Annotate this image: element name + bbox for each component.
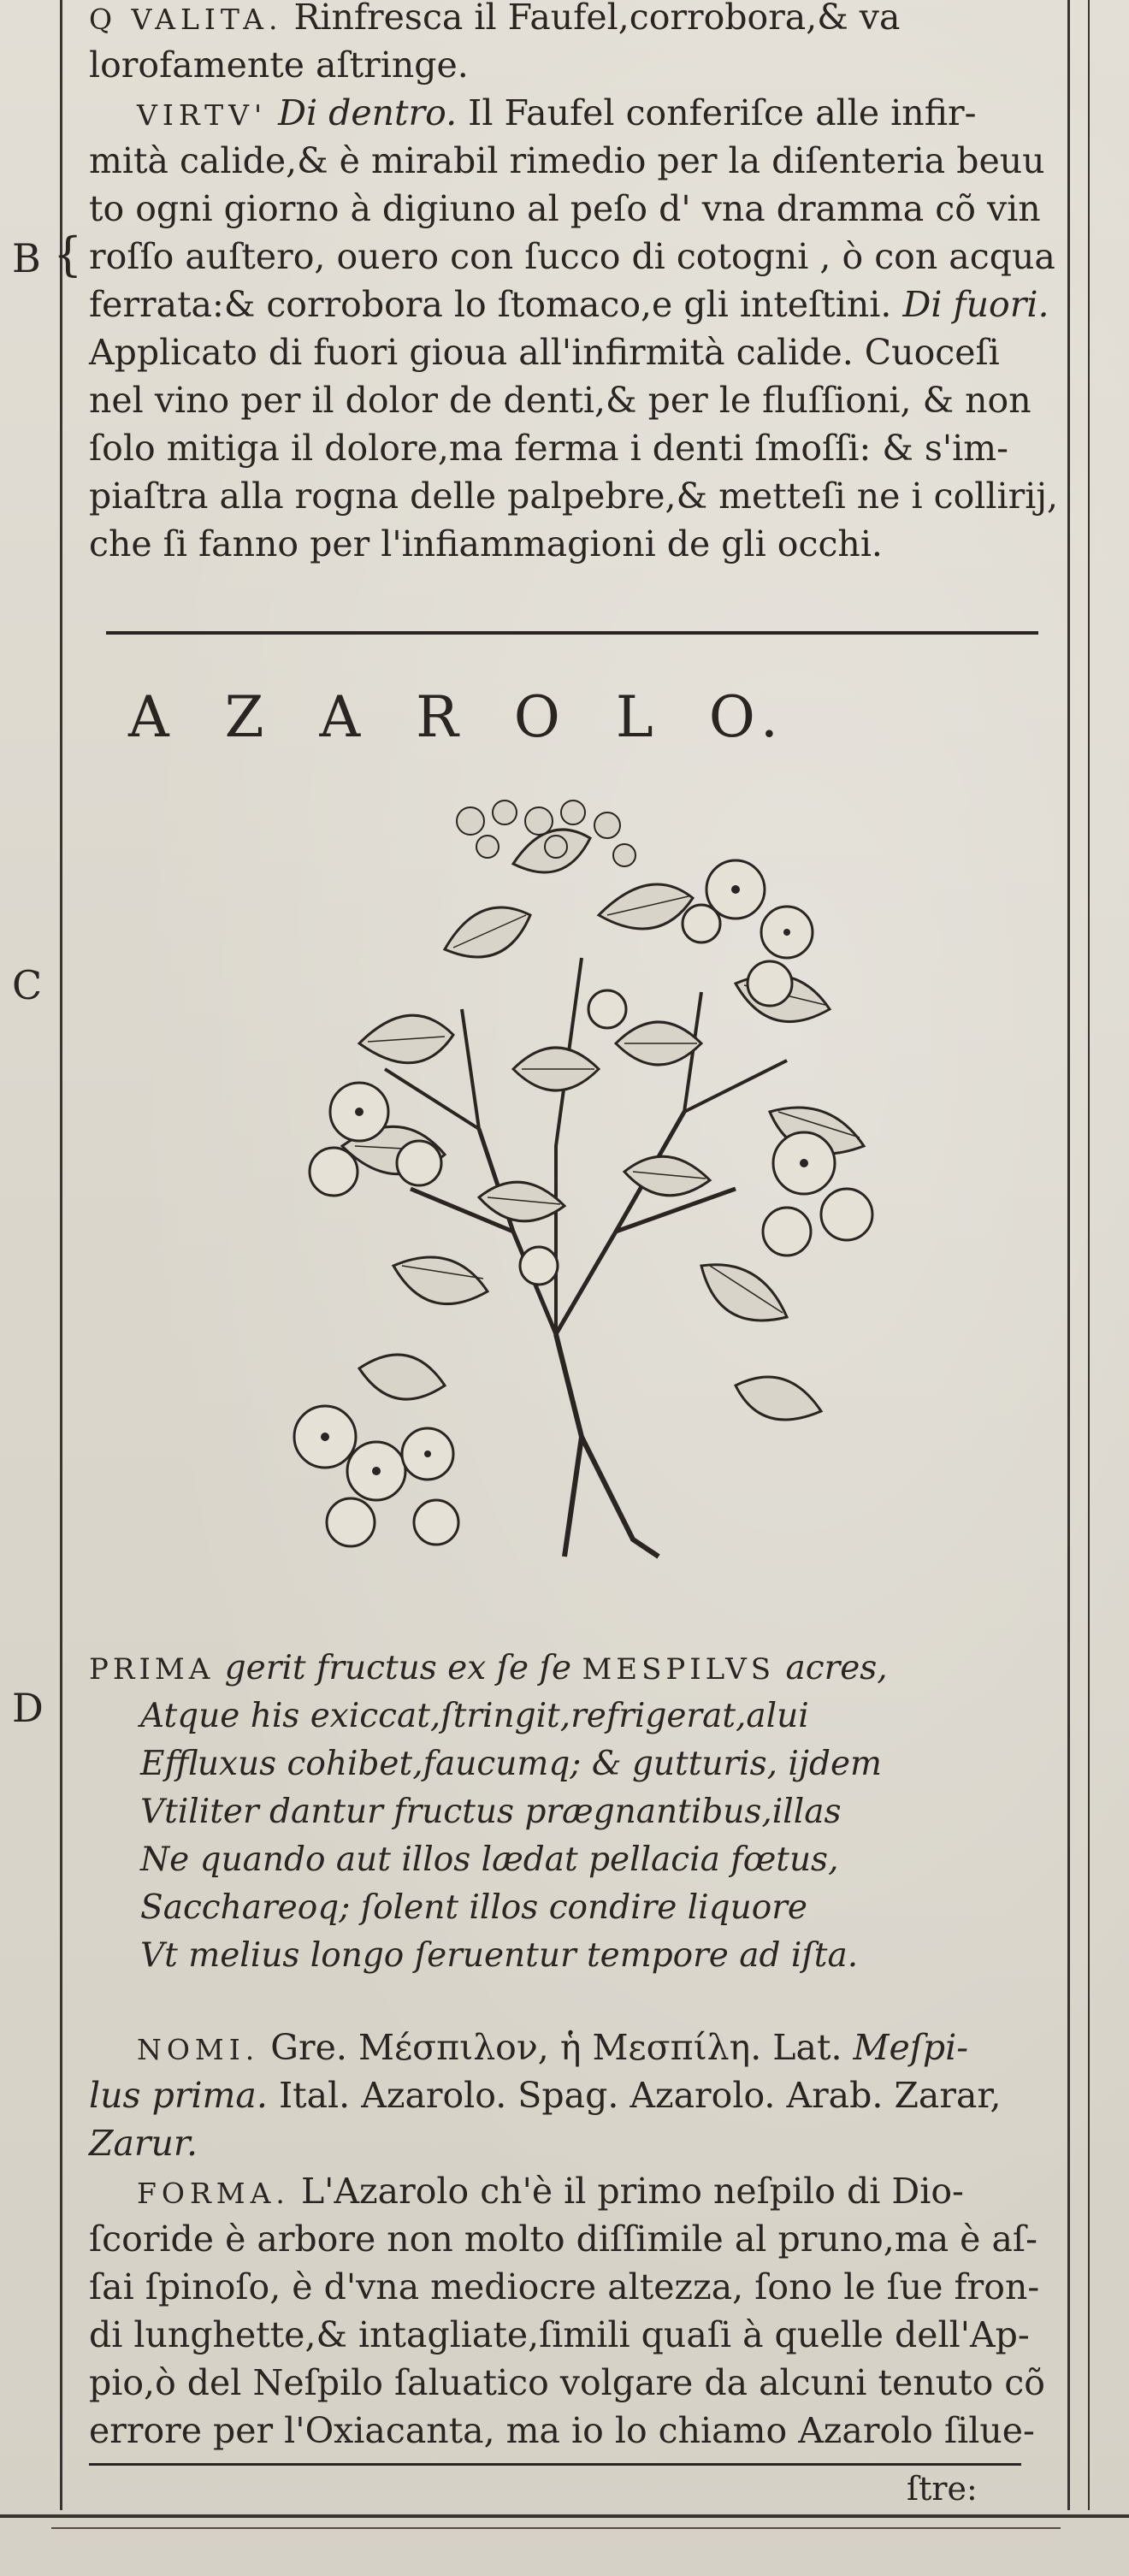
text-line: ſolo mitiga il dolore,ma ferma i denti ſmoſſi: & s'im- <box>89 428 1009 469</box>
text-line: Applicato di fuori gioua all'infirmità calide. Cuoceſi <box>89 332 1000 373</box>
italic-span: Meſpi- <box>842 2027 969 2068</box>
small-caps-label: Q VALITA. <box>89 3 283 36</box>
text-line <box>89 281 1049 328</box>
small-caps-label: PRIMA <box>89 1652 215 1687</box>
small-caps-label: FORMA. <box>137 2177 290 2210</box>
bottom-frame-rule-inner <box>51 2527 1061 2529</box>
text-line <box>89 0 900 44</box>
left-frame-rule <box>60 0 62 2510</box>
verse-line: Effluxus cohibet,faucumq; & gutturis, ijdem <box>140 1745 883 1783</box>
text-line: nel vino per il dolor de denti,& per le fluſſioni, & non <box>89 380 1031 421</box>
text-line: errore per l'Oxiacanta, ma io lo chiamo Azarolo ſilue- <box>89 2410 1035 2451</box>
italic-span: Di dentro. <box>267 92 458 133</box>
catchword: ſtre: <box>907 2470 978 2508</box>
text-line: che ſi fanno per l'infiammagioni de gli occhi. <box>89 523 883 564</box>
text-line: mità calide,& è mirabil rimedio per la diſenteria beuu <box>89 140 1045 181</box>
brace-icon: { <box>53 227 83 281</box>
text-span: Gre. Μέσπιλον, ἡ Μεσπίλη. Lat. <box>259 2027 842 2068</box>
text-line: to ogni giorno à digiuno al peſo d' vna dramma cõ vin <box>89 188 1041 229</box>
text-line <box>137 2167 964 2218</box>
text-line <box>89 2071 1002 2119</box>
verse-line: Ne quando aut illos lædat pellacia fœtus, <box>140 1840 839 1879</box>
verse-line: Atque his exiccat,ſtringit,refrigerat,alui <box>140 1697 809 1735</box>
text-line: ſcoride è arbore non molto diſſimile al pruno,ma è aſ- <box>89 2219 1037 2260</box>
text-line: lorofamente aſtringe. <box>89 44 469 86</box>
text-line: roſſo auſtero, ouero con ſucco di cotogni , ò con acqua <box>89 236 1055 277</box>
text-line: piaſtra alla rogna delle palpebre,& metteſi ne i collirij, <box>89 476 1059 517</box>
text-span: Il Faufel conferiſce alle infir- <box>457 92 977 133</box>
text-span: Ital. Azarolo. Spag. Azarolo. Arab. Zarar, <box>267 2075 1002 2116</box>
text-span: acres, <box>775 1649 888 1687</box>
small-caps-label: NOMI. <box>137 2033 260 2066</box>
margin-letter-d: D <box>12 1685 44 1731</box>
small-caps-label: VIRTV' <box>137 98 268 132</box>
text-span: gerit fructus ex ſe ſe <box>214 1649 582 1687</box>
text-line <box>89 2119 198 2167</box>
margin-letter-c: C <box>12 962 43 1008</box>
text-line <box>137 2024 968 2074</box>
text-span: ferrata:& corrobora lo ſtomaco,e gli inteſtini. <box>89 284 892 325</box>
text-span: L'Azarolo ch'è il primo neſpilo di Dio- <box>289 2171 964 2212</box>
verse-line: Vtiliter dantur fructus prægnantibus,illas <box>140 1793 842 1831</box>
italic-span: Zarur. <box>89 2123 198 2164</box>
verse-line: Vt melius longo ſeruentur tempore ad iſta. <box>140 1936 859 1975</box>
small-caps-label: MESPILVS <box>582 1652 776 1687</box>
section-divider <box>106 631 1038 635</box>
section-heading: A Z A R O L O. <box>128 684 787 750</box>
bottom-frame-rule <box>0 2514 1129 2518</box>
right-frame-rule <box>1067 0 1070 2510</box>
text-line: di lunghette,& intagliate,ſimili quaſi à quelle dell'Ap- <box>89 2314 1030 2355</box>
azarolo-woodcut-icon <box>257 787 907 1574</box>
verse-line <box>89 1649 888 1687</box>
text-line: pio,ò del Neſpilo ſaluatico volgare da alcuni tenuto cõ <box>89 2362 1045 2403</box>
verse-line: Sacchareoq; ſolent illos condire liquore <box>140 1888 807 1927</box>
text-span: Rinfresca il Faufel,corrobora,& va <box>282 0 901 38</box>
text-line <box>137 89 977 139</box>
italic-span: Di fuori. <box>891 284 1049 325</box>
text-line: ſai ſpinoſo, è d'vna mediocre altezza, ſono le ſue fron- <box>89 2266 1040 2307</box>
margin-letter-b: B <box>12 235 41 281</box>
italic-span: lus prima. <box>89 2075 268 2116</box>
right-frame-rule-outer <box>1088 0 1090 2510</box>
footer-rule <box>89 2463 1021 2466</box>
